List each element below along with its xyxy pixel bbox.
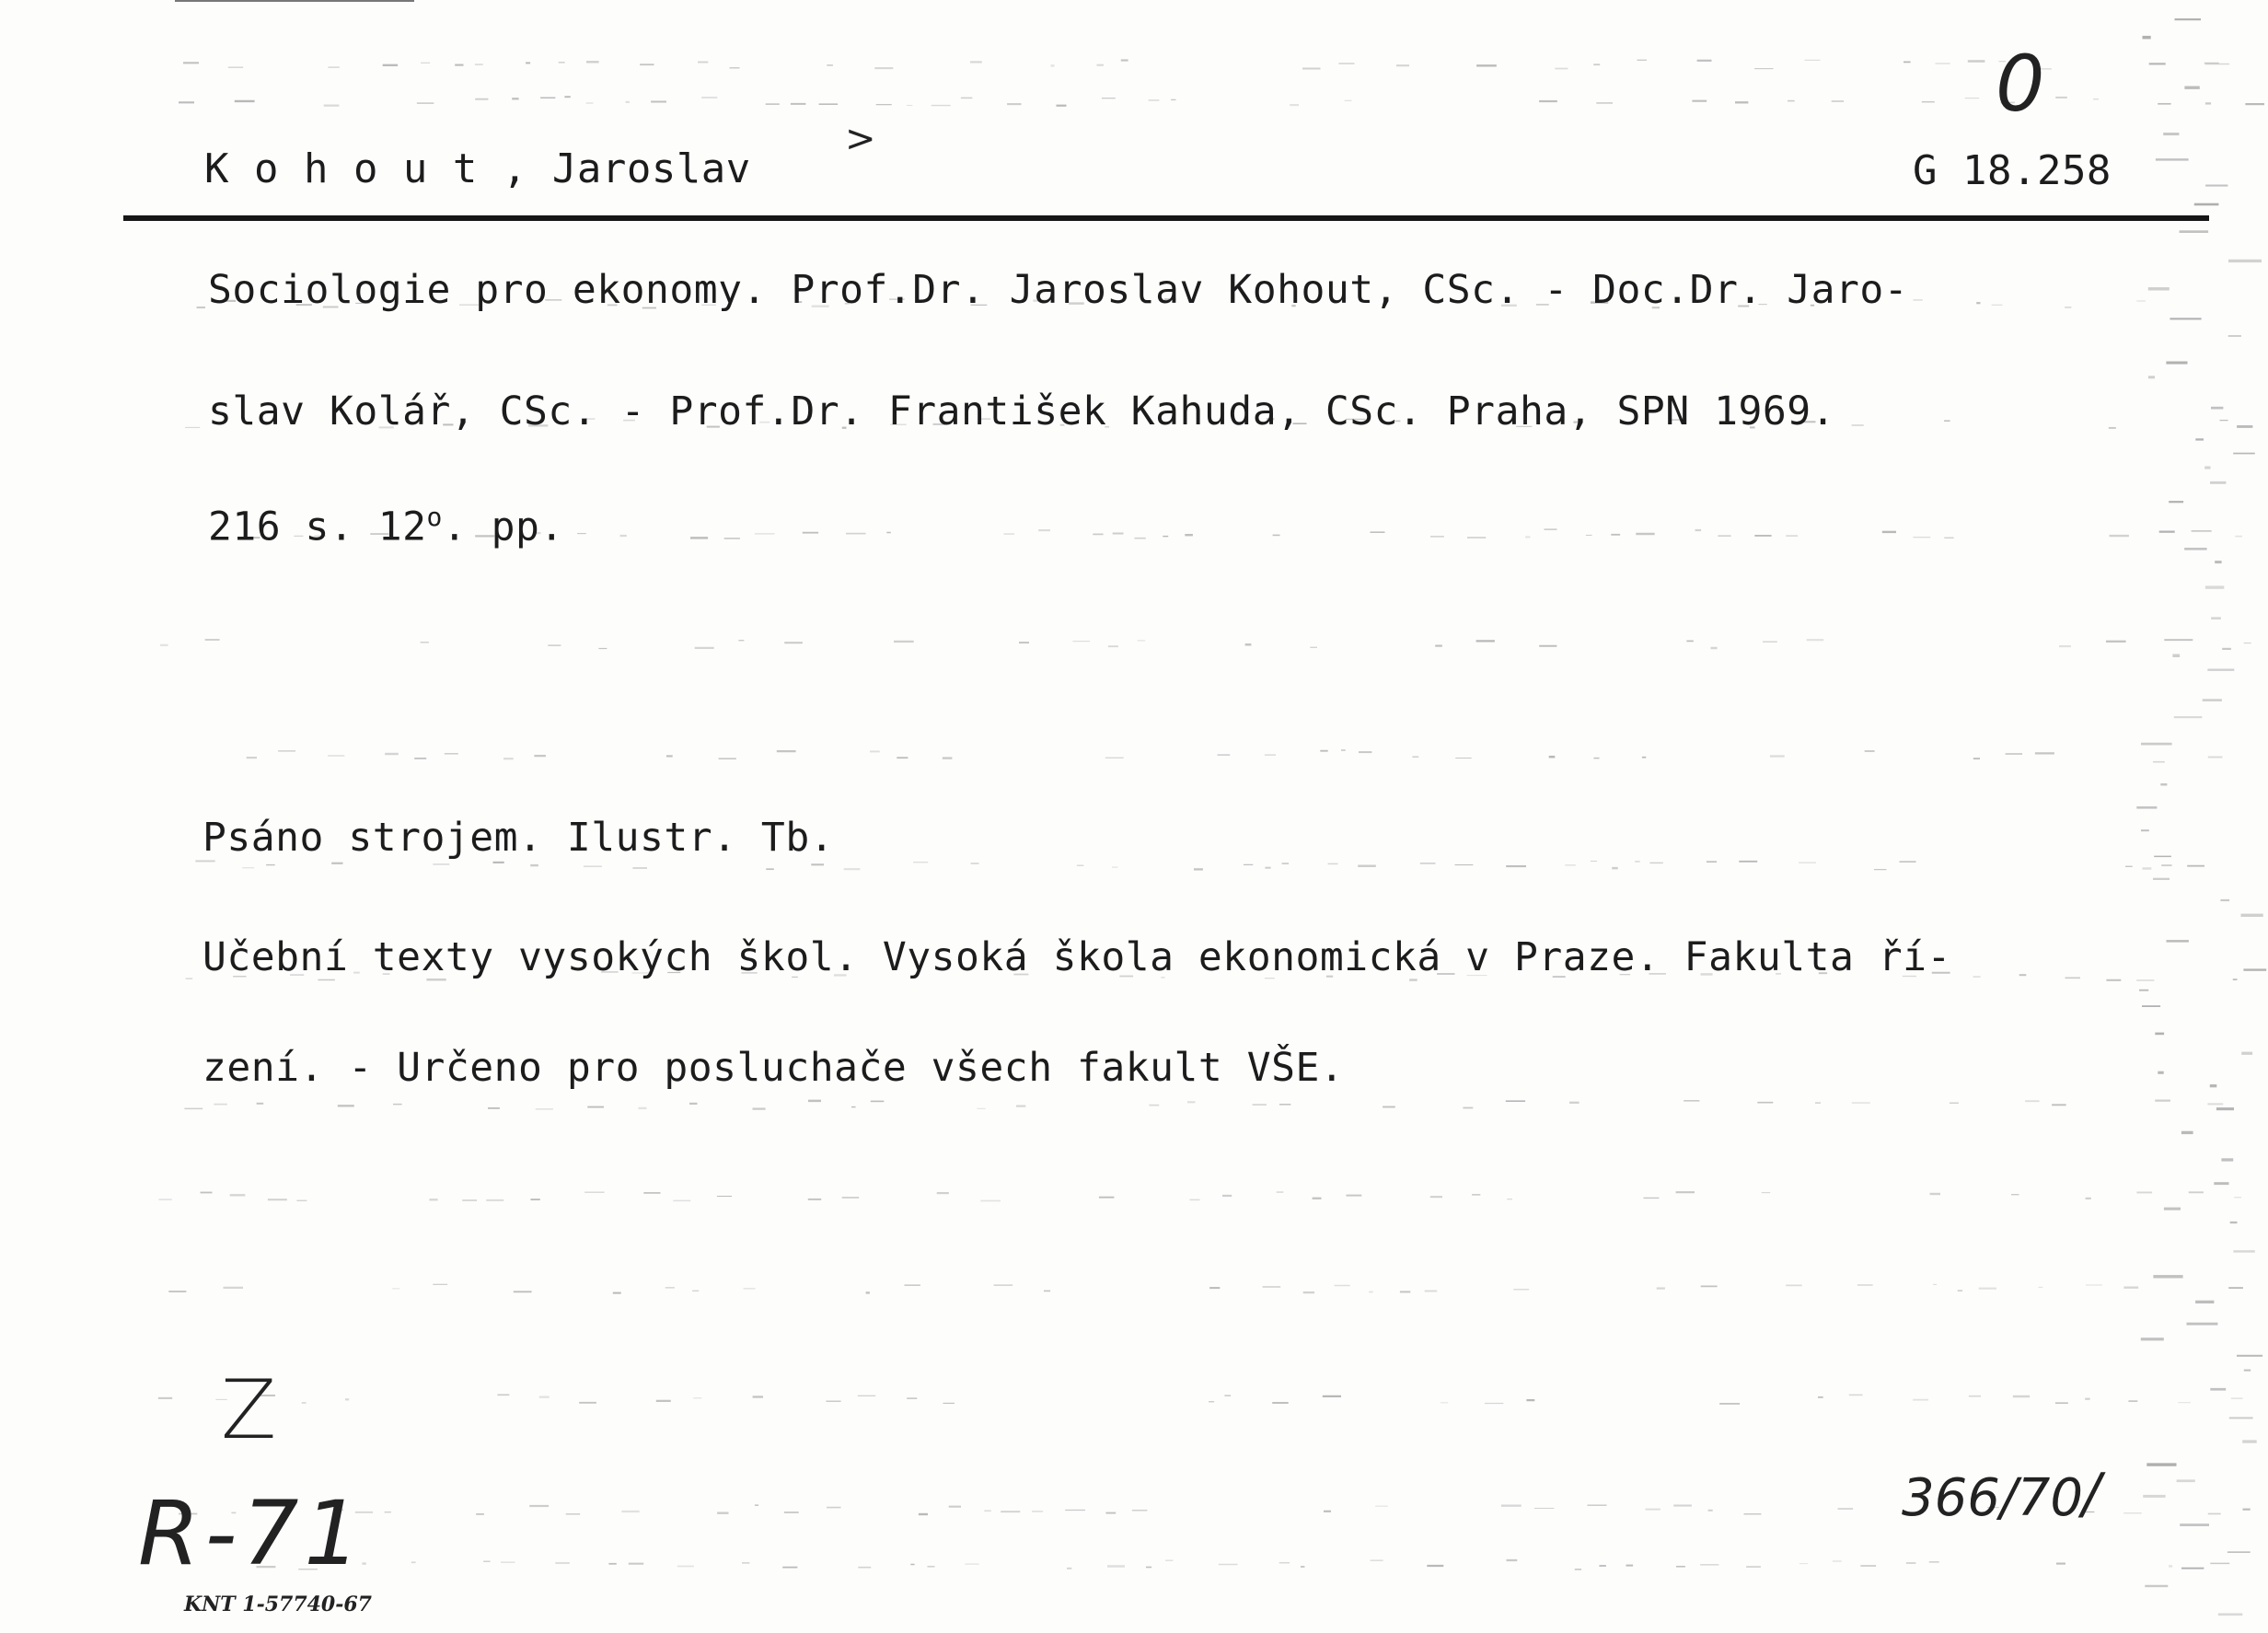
edge-speck	[2180, 1523, 2209, 1526]
edge-speck	[2228, 1551, 2251, 1553]
edge-speck	[2153, 761, 2165, 763]
edge-speck	[2141, 1338, 2164, 1340]
edge-speck	[2146, 1463, 2176, 1465]
note-line-3: zení. - Určeno pro posluchače všech fakult VŠE.	[202, 1045, 1345, 1091]
edge-speck	[2164, 1208, 2181, 1210]
edge-speck	[2218, 1614, 2243, 1616]
edge-speck	[2181, 1131, 2193, 1134]
edge-speck	[2230, 1222, 2238, 1223]
edge-speck	[2163, 133, 2179, 135]
caret-mark: >	[845, 118, 876, 160]
edge-speck	[2241, 914, 2263, 917]
edge-speck	[2174, 716, 2203, 718]
shelf-signature: G 18.258	[1913, 147, 2112, 194]
edge-speck	[2167, 940, 2189, 943]
edge-speck	[2177, 1479, 2195, 1482]
edge-speck	[2164, 639, 2193, 641]
description-line-3	[208, 502, 564, 550]
edge-speck	[2160, 783, 2167, 786]
edge-speck	[2243, 968, 2266, 970]
edge-speck	[2242, 1440, 2257, 1442]
edge-speck	[2145, 1585, 2168, 1587]
edge-speck	[2211, 407, 2223, 410]
check-mark: /	[2082, 1462, 2101, 1526]
edge-speck	[2215, 561, 2221, 563]
edge-speck	[2154, 856, 2171, 858]
edge-speck	[2210, 481, 2226, 484]
edge-speck	[2207, 669, 2234, 671]
edge-speck	[2205, 64, 2230, 65]
edge-speck	[2153, 1275, 2182, 1278]
edge-speck	[2210, 1388, 2226, 1391]
edge-speck	[2220, 899, 2229, 901]
edge-speck	[2170, 318, 2201, 319]
edge-speck	[2181, 1568, 2204, 1569]
edge-speck	[2187, 1323, 2218, 1326]
edge-speck	[2195, 438, 2204, 440]
edge-speck	[2156, 158, 2189, 160]
edge-speck	[2214, 1182, 2228, 1185]
edge-speck	[2216, 1107, 2234, 1110]
format-superscript: o	[426, 502, 443, 532]
edge-speck	[2143, 36, 2151, 40]
pages-tail: . pp.	[442, 504, 564, 550]
edge-speck	[2204, 467, 2210, 469]
edge-speck	[2136, 806, 2157, 809]
edge-speck	[2205, 185, 2228, 187]
edge-speck	[2203, 699, 2222, 701]
edge-speck	[2228, 260, 2262, 262]
edge-speck	[2141, 743, 2172, 746]
edge-speck	[2141, 829, 2149, 831]
edge-speck	[2175, 18, 2202, 20]
edge-speck	[2205, 585, 2224, 588]
edge-speck	[2233, 453, 2255, 455]
edge-speck	[2195, 1301, 2214, 1303]
pages-and-format: 216 s. 12	[208, 504, 427, 550]
edge-speck	[2229, 1417, 2253, 1419]
note-line-2: Učební texty vysokých škol. Vysoká škola ekonomická v Praze. Fakulta ří-	[202, 934, 1951, 980]
edge-speck	[2241, 1052, 2252, 1055]
handwritten-letter: Z	[221, 1362, 277, 1457]
edge-speck	[2228, 335, 2241, 337]
edge-speck	[2142, 1005, 2160, 1007]
edge-speck	[2148, 287, 2170, 290]
print-code: KNT 1-57740-67	[184, 1592, 372, 1616]
edge-speck	[2211, 617, 2221, 620]
edge-speck	[2244, 1370, 2251, 1372]
edge-speck	[2169, 501, 2183, 503]
author-heading: K o h o u t , Jaroslav	[204, 145, 751, 192]
edge-speck	[2139, 990, 2148, 991]
handwritten-number: 366/70	[1902, 1468, 2084, 1528]
edge-speck	[2159, 531, 2175, 533]
edge-speck	[2148, 376, 2155, 378]
edge-speck	[2143, 1495, 2165, 1498]
note-line-1: Psáno strojem. Ilustr. Tb.	[202, 815, 835, 861]
edge-speck	[2245, 103, 2264, 105]
edge-speck	[2153, 878, 2170, 880]
description-line-2: slav Kolář, CSc. - Prof.Dr. František Kahuda, CSc. Praha, SPN 1969.	[208, 388, 1836, 434]
edge-speck	[2155, 1033, 2164, 1036]
top-thin-rule	[175, 0, 414, 2]
description-line-1: Sociologie pro ekonomy. Prof.Dr. Jaroslav Kohout, CSc. - Doc.Dr. Jaro-	[208, 267, 1909, 313]
edge-speck	[2172, 654, 2180, 658]
handwritten-code: R-71	[138, 1482, 366, 1585]
edge-speck	[2237, 425, 2252, 428]
corner-handwritten-mark: 0	[1996, 39, 2045, 129]
edge-speck	[2210, 1084, 2217, 1087]
edge-speck	[2194, 203, 2219, 206]
edge-speck	[2233, 1250, 2254, 1253]
edge-speck	[2166, 362, 2187, 365]
edge-speck	[2180, 230, 2209, 233]
edge-speck	[2184, 87, 2199, 89]
edge-speck	[2221, 1158, 2233, 1161]
edge-speck	[2237, 1355, 2262, 1357]
edge-speck	[2158, 1071, 2163, 1074]
heading-rule	[123, 215, 2209, 221]
edge-speck	[2184, 548, 2207, 550]
